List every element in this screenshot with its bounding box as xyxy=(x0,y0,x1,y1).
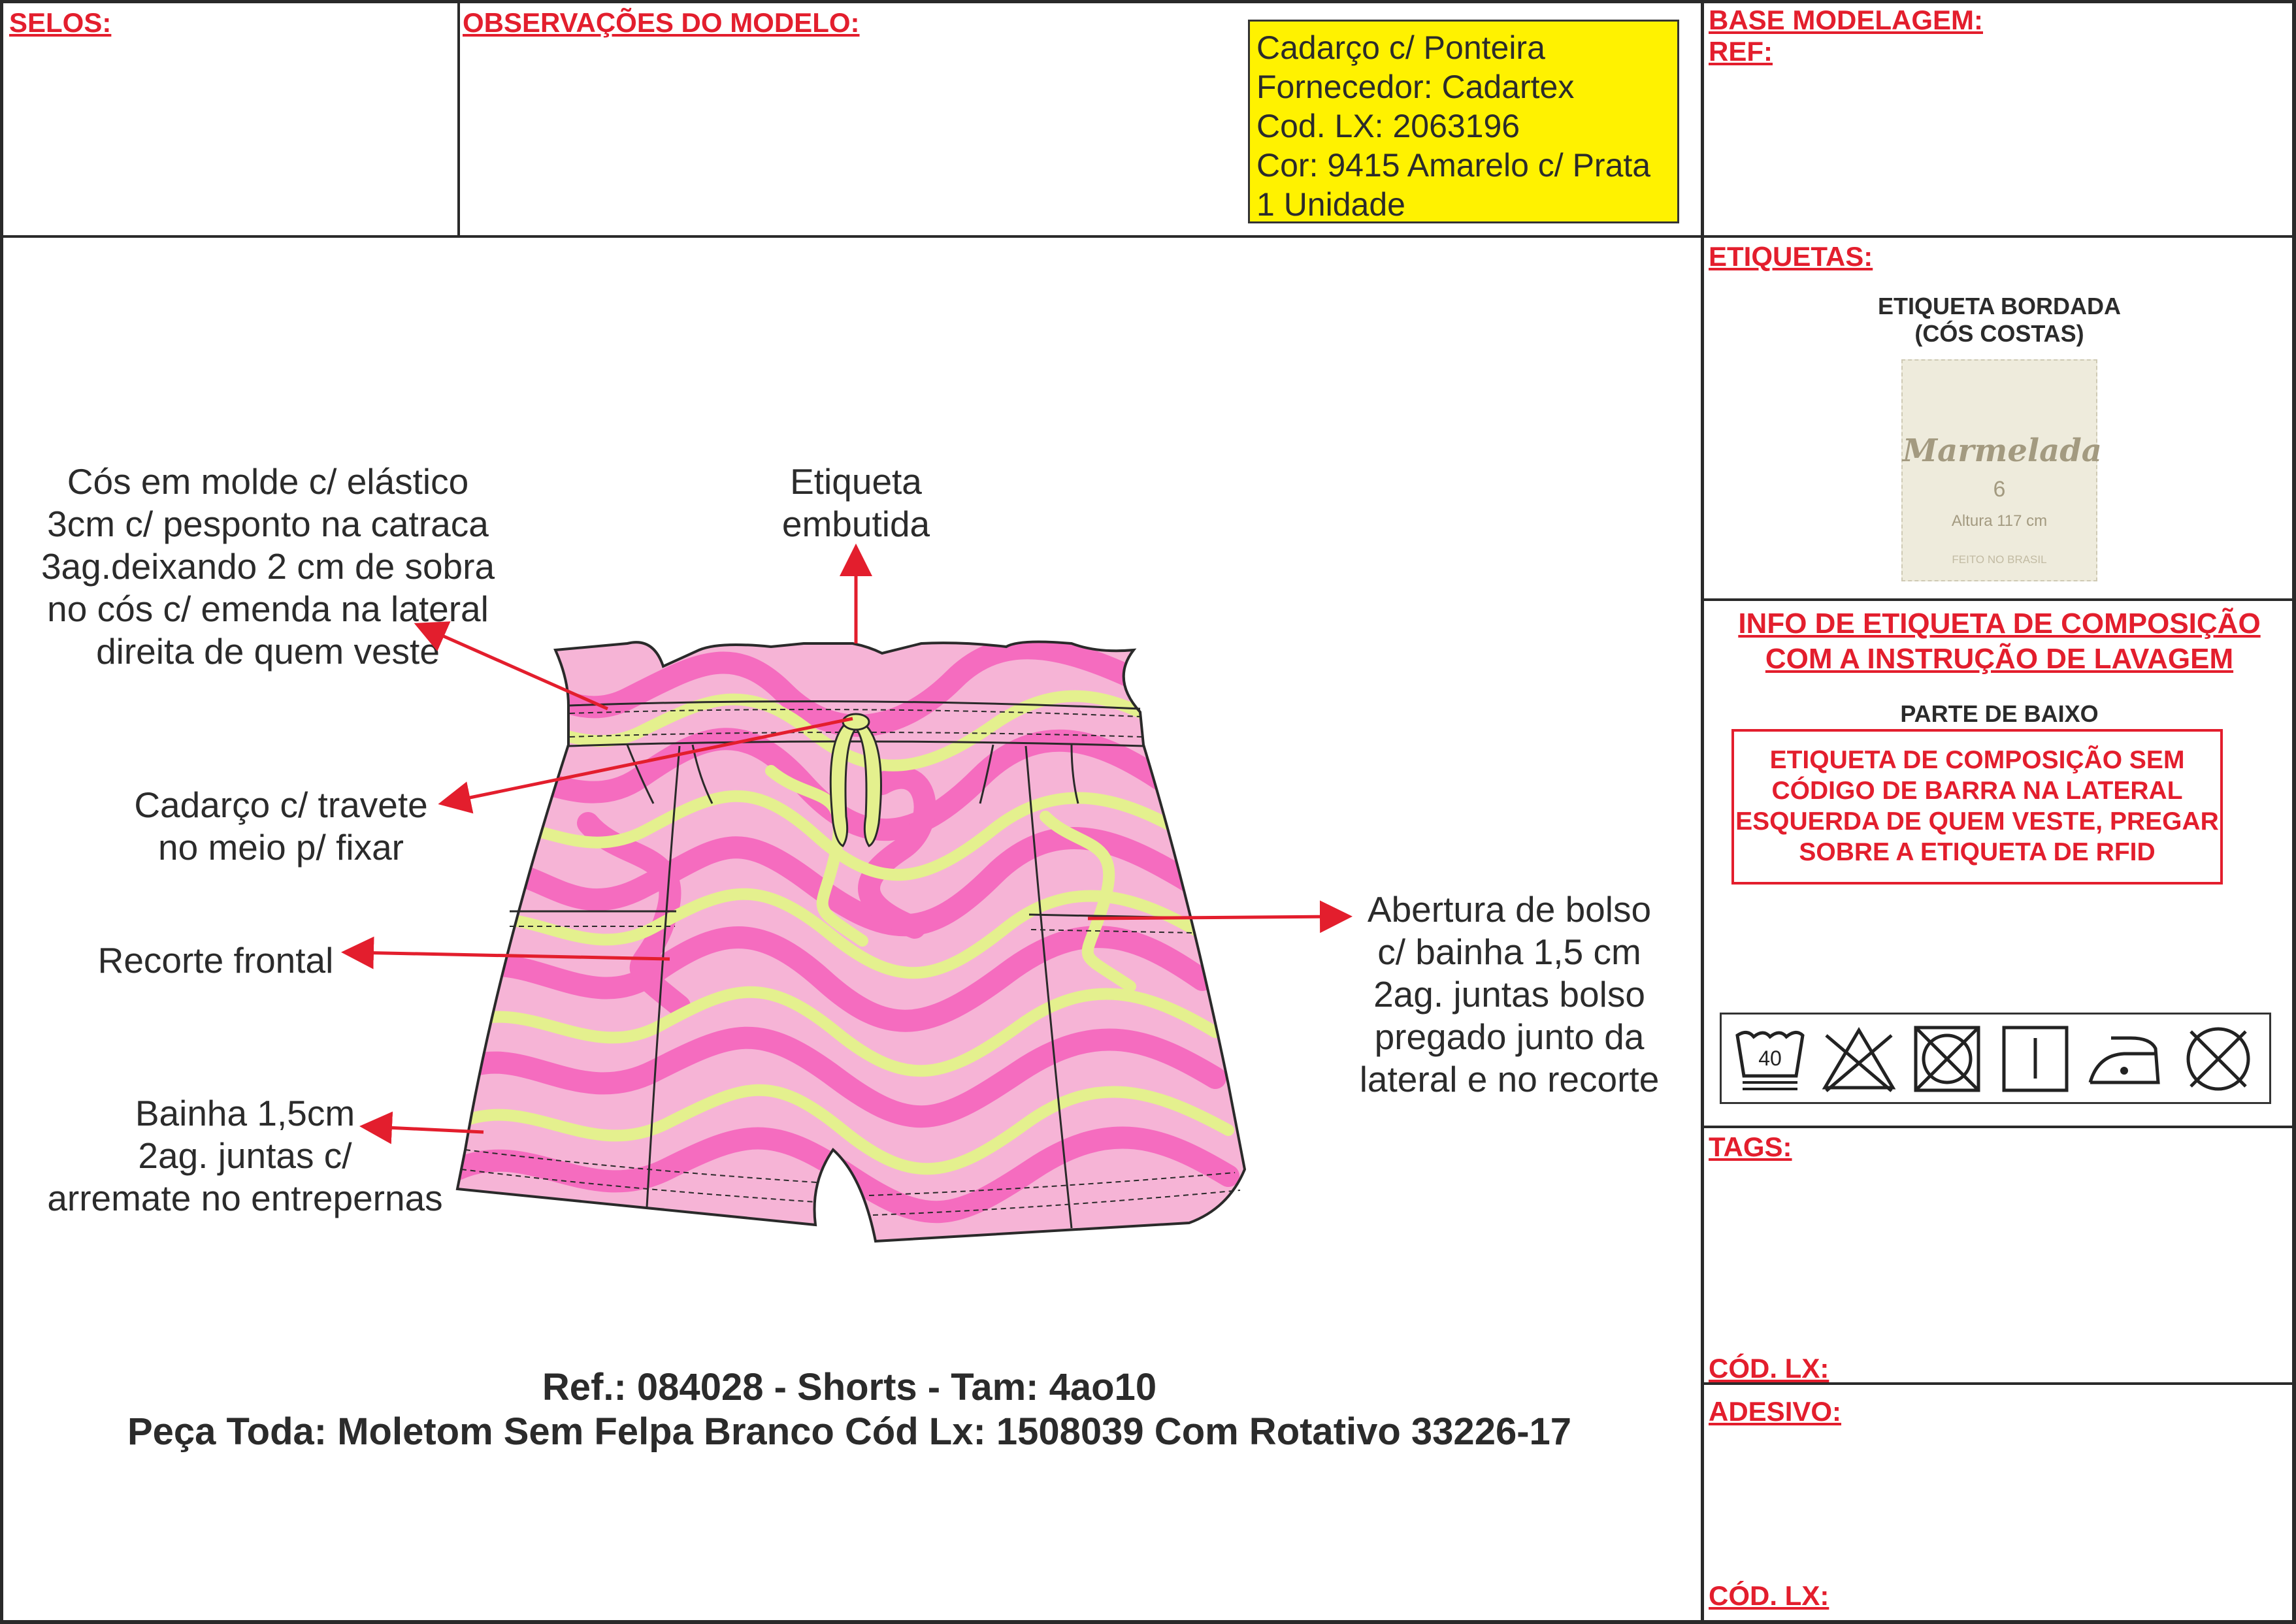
trim-note-line: 1 Unidade xyxy=(1256,186,1405,223)
label-brand: Marmelada xyxy=(1903,432,2102,469)
trim-note-line: Cod. LX: 2063196 xyxy=(1256,108,1520,144)
callout-drawstring: Cadarço c/ travete no meio p/ fixar xyxy=(134,785,428,868)
tags-code-label: CÓD. LX: xyxy=(1709,1353,1829,1384)
callout-front-panel: Recorte frontal xyxy=(97,940,334,981)
svg-text:40: 40 xyxy=(1758,1047,1782,1070)
observacoes-label: OBSERVAÇÕES DO MODELO: xyxy=(463,7,860,38)
no-bleach-icon xyxy=(1820,1022,1898,1096)
label-height: Altura 117 cm xyxy=(1951,512,2048,530)
callout-waistband: Cós em molde c/ elástico 3cm c/ pesponto na catraca 3ag.deixando 2 cm de sobra no cós c/ emenda na lateral direita de quem veste xyxy=(41,461,495,672)
ref-label: REF: xyxy=(1709,36,1773,67)
trim-note-line: Cor: 9415 Amarelo c/ Prata xyxy=(1256,147,1651,184)
selos-label: SELOS: xyxy=(9,7,112,38)
care-symbols xyxy=(1720,1013,2271,1104)
label-made-in: FEITO NO BRASIL xyxy=(1952,553,2047,566)
tags-label: TAGS: xyxy=(1709,1131,1792,1162)
footer-fabric: Peça Toda: Moletom Sem Felpa Branco Cód Lx: 1508039 Com Rotativo 33226-17 xyxy=(127,1410,1572,1453)
line-dry-icon xyxy=(1996,1022,2075,1096)
embroidered-label-title: ETIQUETA BORDADA (CÓS COSTAS) xyxy=(1878,293,2121,347)
trim-note-line: Fornecedor: Cadartex xyxy=(1256,69,1575,105)
base-modelagem-label: BASE MODELAGEM: xyxy=(1709,5,1983,35)
etiquetas-label: ETIQUETAS: xyxy=(1709,241,1873,272)
trim-note-line: Cadarço c/ Ponteira xyxy=(1256,29,1545,66)
callout-hem: Bainha 1,5cm 2ag. juntas c/ arremate no entrepernas xyxy=(47,1093,443,1218)
callout-pocket: Abertura de bolso c/ bainha 1,5 cm 2ag. juntas bolso pregado junto da lateral e no recorte xyxy=(1359,889,1660,1099)
no-tumble-dry-icon xyxy=(1908,1022,1986,1096)
wash-40-icon xyxy=(1731,1022,1809,1096)
embroidered-label-sample xyxy=(1901,359,2102,581)
label-size: 6 xyxy=(1993,477,2006,502)
footer-ref: Ref.: 084028 - Shorts - Tam: 4ao10 xyxy=(542,1366,1157,1408)
iron-low-icon xyxy=(2085,1022,2163,1096)
adesivo-code-label: CÓD. LX: xyxy=(1709,1580,1829,1611)
part-label: PARTE DE BAIXO xyxy=(1900,700,2099,727)
no-dry-clean-icon xyxy=(2179,1022,2257,1096)
composition-title: INFO DE ETIQUETA DE COMPOSIÇÃO COM A INSTRUÇÃO DE LAVAGEM xyxy=(1738,608,2261,675)
callout-embedded-label: Etiqueta embutida xyxy=(781,461,930,544)
composition-warning: ETIQUETA DE COMPOSIÇÃO SEM CÓDIGO DE BARRA NA LATERAL ESQUERDA DE QUEM VESTE, PREGAR SOBRE A ETIQUETA DE RFID xyxy=(1731,729,2223,885)
adesivo-label: ADESIVO: xyxy=(1709,1396,1842,1427)
